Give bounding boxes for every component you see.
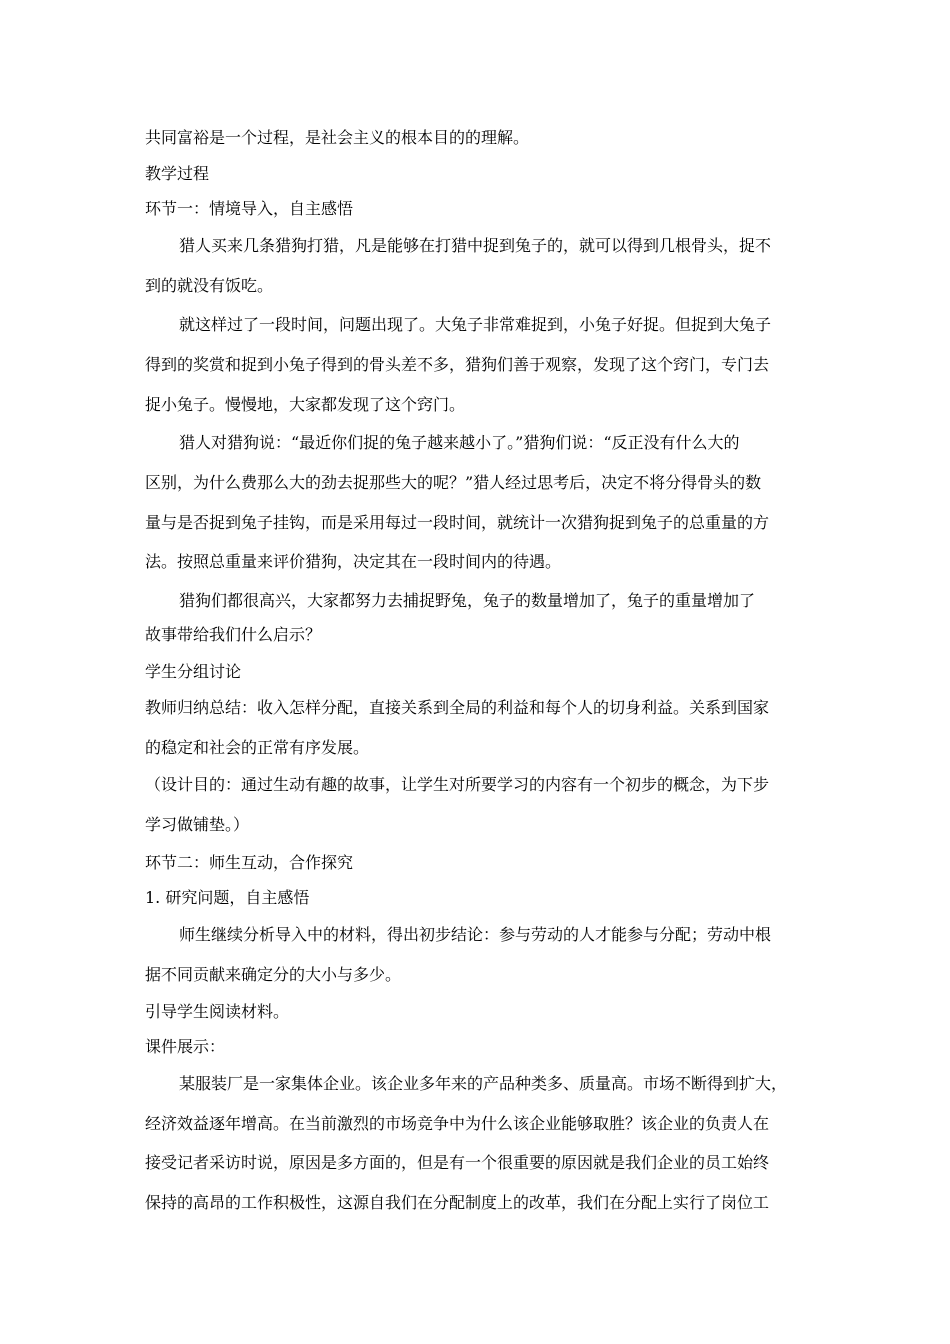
paragraph-line: 量与是否捉到兔子挂钩，而是采用每过一段时间，就统计一次猎狗捉到兔子的总重量的方 <box>145 513 770 532</box>
paragraph-line: 猎人买来几条猎狗打猎，凡是能够在打猎中捉到兔子的，就可以得到几根骨头，捉不 <box>179 236 772 255</box>
paragraph-line: 据不同贡献来确定分的大小与多少。 <box>145 965 402 984</box>
section-title-teaching-process: 教学过程 <box>145 164 210 183</box>
design-note-line: （设计目的：通过生动有趣的故事，让学生对所要学习的内容有一个初步的概念，为下步 <box>145 775 770 794</box>
text-line-1: 共同富裕是一个过程，是社会主义的根本目的的理解。 <box>145 128 530 147</box>
paragraph-line: 师生继续分析导入中的材料，得出初步结论：参与劳动的人才能参与分配；劳动中根 <box>179 925 772 944</box>
paragraph-line: 就这样过了一段时间，问题出现了。大兔子非常难捉到，小兔子好捉。但捉到大兔子 <box>179 315 772 334</box>
paragraph-line: 猎狗们都很高兴，大家都努力去捕捉野兔，兔子的数量增加了，兔子的重量增加了 <box>179 591 756 610</box>
paragraph-line: 猎人对猎狗说：“最近你们捉的兔子越来越小了。”猎狗们说：“反正没有什么大的 <box>179 433 740 452</box>
text-line: 学生分组讨论 <box>145 662 242 681</box>
question-line: 故事带给我们什么启示？ <box>145 625 322 644</box>
text-line: 课件展示： <box>145 1037 226 1056</box>
section-heading-step-one: 环节一：情境导入，自主感悟 <box>145 199 354 218</box>
section-heading-step-two: 环节二：师生互动，合作探究 <box>145 853 354 872</box>
paragraph-line: 经济效益逐年增高。在当前激烈的市场竞争中为什么该企业能够取胜？该企业的负责人在 <box>145 1114 770 1133</box>
design-note-line: 学习做铺垫。） <box>145 815 250 834</box>
paragraph-line: 保持的高昂的工作积极性，这源自我们在分配制度上的改革，我们在分配上实行了岗位工 <box>145 1193 770 1212</box>
paragraph-line: 接受记者采访时说，原因是多方面的，但是有一个很重要的原因就是我们企业的员工始终 <box>145 1153 770 1172</box>
numbered-heading: 1. 研究问题，自主感悟 <box>145 888 310 907</box>
paragraph-line: 得到的奖赏和捉到小兔子得到的骨头差不多，猎狗们善于观察，发现了这个窍门，专门去 <box>145 355 770 374</box>
paragraph-line: 捉小兔子。慢慢地，大家都发现了这个窍门。 <box>145 395 466 414</box>
paragraph-line: 的稳定和社会的正常有序发展。 <box>145 738 370 757</box>
paragraph-line: 区别，为什么费那么大的劲去捉那些大的呢？”猎人经过思考后，决定不将分得骨头的数 <box>145 473 762 492</box>
paragraph-line: 教师归纳总结：收入怎样分配，直接关系到全局的利益和每个人的切身利益。关系到国家 <box>145 698 770 717</box>
paragraph-line: 某服装厂是一家集体企业。该企业多年来的产品种类多、质量高。市场不断得到扩大， <box>179 1074 788 1093</box>
text-line: 引导学生阅读材料。 <box>145 1002 290 1021</box>
paragraph-line: 法。按照总重量来评价猎狗，决定其在一段时间内的待遇。 <box>145 552 562 571</box>
paragraph-line: 到的就没有饭吃。 <box>145 276 274 295</box>
